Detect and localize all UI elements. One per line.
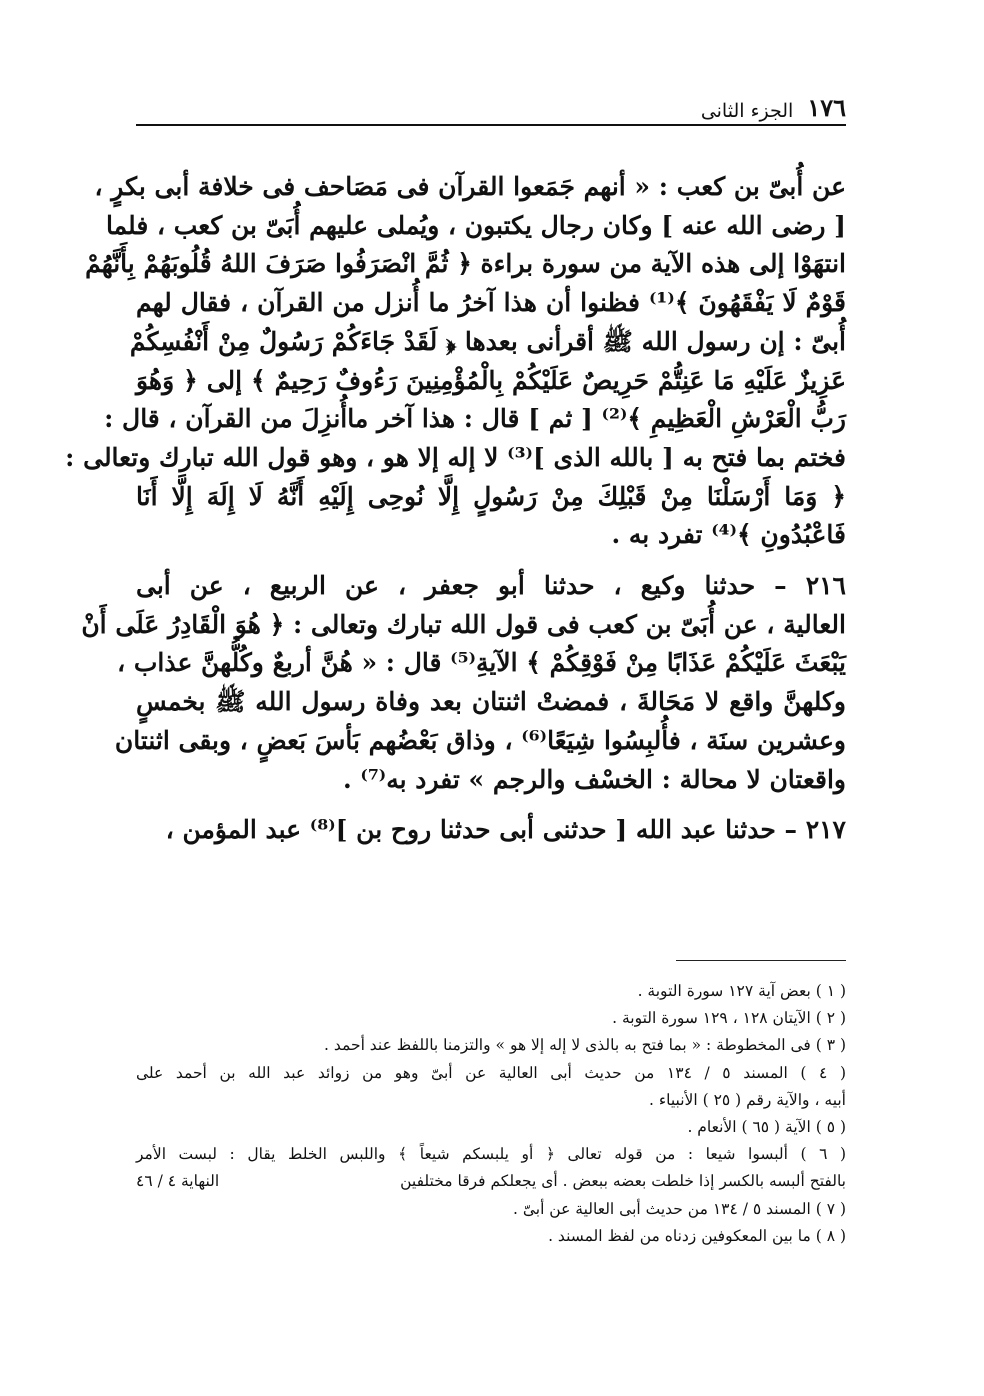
text-line: رَبُّ الْعَرْشِ الْعَظِيمِ ﴾⁽²⁾ [ ثم ] قال : هذا آخر ماأُنزِلَ من القرآن ، قال : — [104, 404, 846, 434]
footnote: ( ٧ ) المسند ٥ / ١٣٤ من حديث أبى العالية عن أبىّ . — [512, 1199, 846, 1218]
part-title: الجزء الثانى — [700, 100, 794, 122]
footnote: ( ٦ ) ألبسوا شيعا : من قوله تعالى ﴿ أو يلبسكم شيعاً ﴾ واللبس الخلط يقال : لبست الأمر — [136, 1145, 846, 1164]
footnote-rule — [676, 960, 846, 961]
text-line: قَوْمٌ لَا يَفْقَهُونَ ﴾⁽¹⁾ فظنوا أن هذا آخرُ ما أُنزل من القرآن ، فقال لهم — [136, 288, 846, 318]
footnote: بالفتح ألبسه بالكسر إذا خلطت بعضه ببعض . أى يجعلكم فرقا مختلفين — [400, 1172, 846, 1191]
text-line: عن أُبىّ بن كعب : « أنهم جَمَعوا القرآن فى مَصَاحف فى خلافة أبى بكرٍ ، — [94, 172, 846, 201]
footnotes — [136, 978, 846, 1250]
paragraph-1 — [65, 168, 846, 555]
footnote: ( ٥ ) الآية ( ٦٥ ) الأنعام . — [687, 1118, 846, 1137]
text-line: فَاعْبُدُونِ ﴾⁽⁴⁾ تفرد به . — [611, 520, 846, 550]
header-rule — [136, 124, 846, 126]
page-header — [136, 88, 846, 122]
paragraph-2 — [81, 567, 846, 799]
footnote: ( ٣ ) فى المخطوطة : « بما فتح به بالذى لا إله إلا هو » والتزمنا باللفظ عند أحمد . — [324, 1036, 846, 1055]
text-line: العالية ، عن أُبَىّ بن كعب فى قول الله تبارك وتعالى : ﴿ هُوَ الْقَادِرُ عَلَى أَنْ — [81, 609, 846, 639]
footnote: ( ٨ ) ما بين المعكوفين زدناه من لفظ المسند . — [548, 1226, 846, 1245]
footnote: ( ١ ) بعض آية ١٢٧ سورة التوبة . — [637, 982, 846, 1000]
text-line: عَزِيزٌ عَلَيْهِ مَا عَنِتُّمْ حَرِيصٌ عَلَيْكُمْ بِالْمُؤْمِنِينَ رَءُوفٌ رَحِيمٌ ﴾ إلى ﴿ وَهُوَ — [136, 365, 846, 395]
main-text — [65, 168, 846, 850]
text-line: [ رضى الله عنه ] وكان رجال يكتبون ، ويُملى عليهم أُبَىّ بن كعب ، فلما — [105, 210, 846, 240]
footnote: ( ٤ ) المسند ٥ / ١٣٤ من حديث أبى العالية عن أبىّ وهو من زوائد عبد الله بن أحمد على — [136, 1063, 846, 1082]
footnote-source: النهاية ٤ / ٤٦ — [136, 1172, 220, 1191]
page-number: ١٧٦ — [807, 93, 846, 122]
text-line: وكلهنَّ واقع لا مَحَالةَ ، فمضتْ اثنتان بعد وفاة رسول الله ﷺ بخمسٍ — [136, 687, 846, 717]
text-line: أُبىّ : إن رسول الله ﷺ أقرأنى بعدها ﴿ لَقَدْ جَاءَكُمْ رَسُولٌ مِنْ أَنْفُسِكُمْ — [129, 326, 846, 356]
text-line: ٢١٦ – حدثنا وكيع ، حدثنا أبو جعفر ، عن الربيع ، عن أبى — [136, 571, 846, 601]
text-line: انتهَوْا إلى هذه الآية من سورة براءة ﴿ ثُمَّ انْصَرَفُوا صَرَفَ اللهُ قُلُوبَهُمْ بِأَنَّهُمْ — [85, 249, 846, 279]
text-line: يَبْعَثَ عَلَيْكُمْ عَذَابًا مِنْ فَوْقِكُمْ ﴾ الآيةِ⁽⁵⁾ قال : « هُنَّ أربعٌ وكُلُّهنَّ عذاب ، — [117, 648, 846, 678]
text-line: وعشرين سنَة ، فأُلبِسُوا شِيَعًا⁽⁶⁾ ، وذاق بَعْضُهم بَأسَ بَعضٍ ، وبقى اثنتان — [114, 725, 846, 755]
text-line: فختم بما فتح به [ بالله الذى ]⁽³⁾ لا إله إلا هو ، وهو قول الله تبارك وتعالى : — [65, 442, 846, 472]
text-line: ﴿ وَمَا أَرْسَلْنَا مِنْ قَبْلِكَ مِنْ رَسُولٍ إِلَّا نُوحِى إِلَيْهِ أَنَّهُ لَا إِلَهَ إِلَّا أَنَا — [136, 481, 846, 511]
footnote: أبيه ، والآية رقم ( ٢٥ ) الأنبياء . — [648, 1090, 846, 1109]
paragraph-3 — [136, 811, 846, 850]
footnote-line — [136, 1168, 846, 1195]
text-line: واقعتان لا محالة : الخسْف والرجم » تفرد به⁽⁷⁾ . — [342, 764, 846, 794]
text-line: ٢١٧ – حدثنا عبد الله [ حدثنى أبى حدثنا روح بن ]⁽⁸⁾ عبد المؤمن ، — [165, 815, 846, 845]
footnote: ( ٢ ) الآيتان ١٢٨ ، ١٢٩ سورة التوبة . — [612, 1009, 846, 1028]
